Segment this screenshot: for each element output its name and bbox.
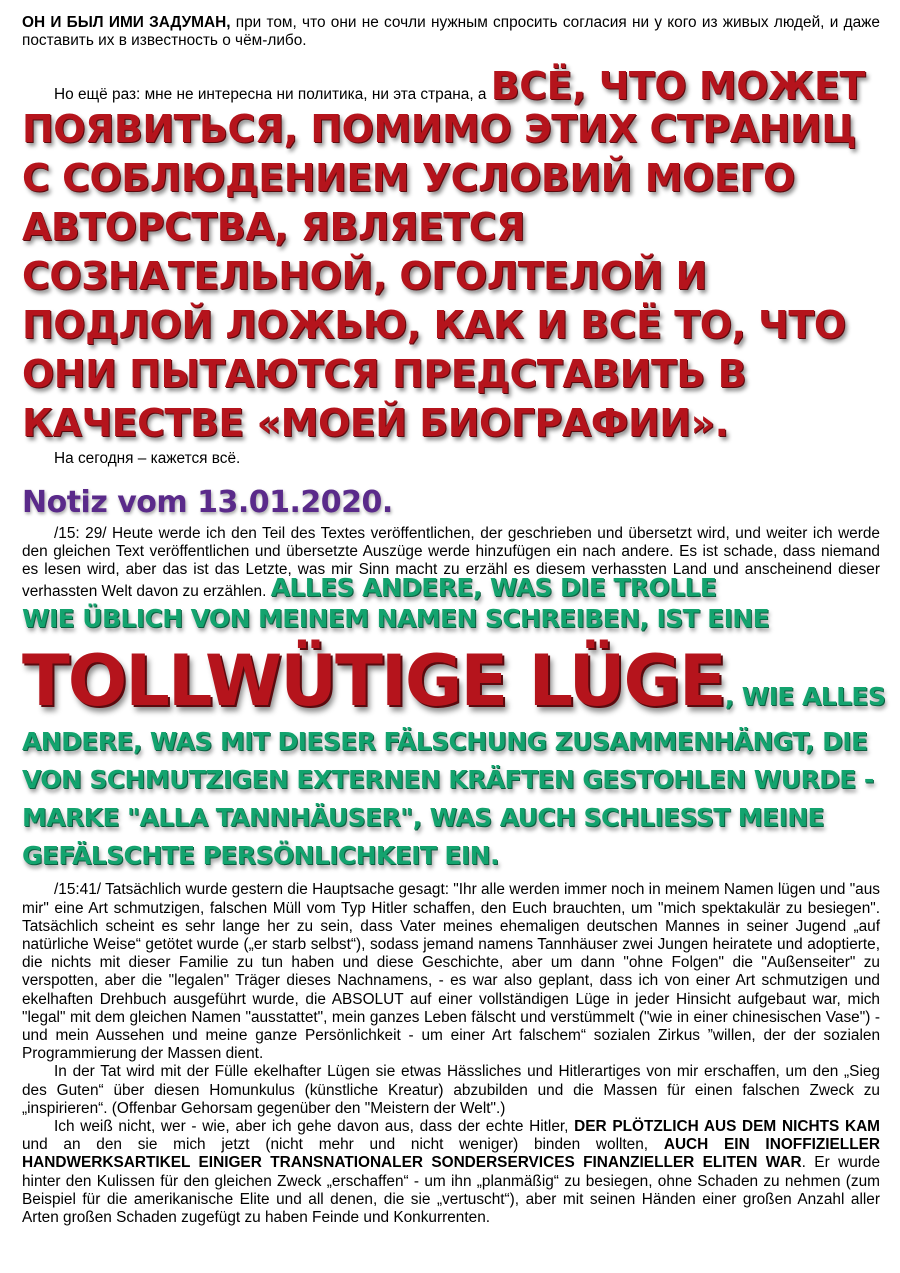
- de-paragraph-4-bold-2: AUCH EIN INOFFIZIELLER HANDWERKSARTIKEL EINIGER TRANSNATIONALER SONDERSERVICES FINANZIELLER ELITEN WAR: [22, 1136, 880, 1172]
- de-green-emphasis-2: WIE ÜBLICH VON MEINEM NAMEN SCHREIBEN, IST EINE: [22, 604, 770, 634]
- de-green-emphasis-1: ALLES ANDERE, WAS DIE TROLLE: [270, 573, 717, 603]
- de-paragraph-4-text-1: Ich weiß nicht, wer - wie, aber ich gehe davon aus, dass der echte Hitler,: [54, 1118, 575, 1136]
- ru-red-emphasis-start: ВСЁ, ЧТО МОЖЕТ: [490, 64, 865, 109]
- de-paragraph-2: /15:41/ Tatsächlich wurde gestern die Hauptsache gesagt: "Ihr alle werden immer noch in meinem Namen lügen und "aus mir" eine Art schmutzigen, falschen Müll vom Typ Hitler schaffen, den Euch brauchten, um "mich spektakulär zu besiegen". Tatsächlich scheint es sehr lange her zu sein, dass Vater meines ehemaligen deutschen Mannes in seiner Jugend „auf natürliche Weise“ getötet wurde („er starb selbst“), sodass jemand namens Tannhäuser zwei Jungen heiratete und adoptierte, die nichts mit dieser Familie zu tun haben und diese Geschichte, aber um dann "ohne Folgen" die "Außenseiter" zu verspotten, aber die "legalen" Träger dieses Nachnamens, - es war also geplant, dass ich von einer Art schmutzigen und ekelhaften Drehbuch ausgeführt wurde, die ABSOLUT auf einer vollständigen Lüge in jeder Hinsicht aufgebaut war, mich "legal" mit dem gleichen Namen "ausstattet", mein ganzes Leben fälscht und verstümmelt ("wie in einer chinesischen Vase") - und mein Aussehen und meine ganze Persönlichkeit - um einer Art falschem“ sozialen Zirkus ”willen, der der sozialen Programmierung der Massen dient.: [22, 881, 880, 1063]
- ru-bold-lead: ОН И БЫЛ ИМИ ЗАДУМАН,: [22, 14, 231, 31]
- ru-paragraph-1: [22, 14, 880, 50]
- ru-paragraph-3: На сегодня – кажется всё.: [54, 450, 241, 468]
- de-huge-emphasis: TOLLWÜTIGE LÜGE: [22, 640, 725, 723]
- note-heading: Notiz vom 13.01.2020.: [22, 484, 393, 520]
- de-paragraph-1-text: /15: 29/ Heute werde ich den Teil des Textes veröffentlichen, der geschrieben und übersetzt wird, und weiter ich werde den gleichen Text veröffentlichen und übersetzte Auszüge werde hinzufügen ein nach andere. Es ist schade, dass niemand es lesen wird, aber das ist das Letzte, was mir Sinn macht zu erzähl es diesem verhassten Land und anscheinend dieser verhassten Welt davon zu erzählen.: [22, 524, 880, 601]
- de-paragraph-4: [22, 1118, 880, 1227]
- de-green-emphasis-4: ANDERE, WAS MIT DIESER FÄLSCHUNG ZUSAMMENHÄNGT, DIE VON SCHMUTZIGEN EXTERNEN KRÄFTEN GESTOHLEN WURDE - MARKE "ALLA TANNHÄUSER", WAS AUCH SCHLIESST MEINE GEFÄLSCHTE PERSÖNLICHKEIT EIN.: [22, 727, 874, 871]
- de-paragraph-3: In der Tat wird mit der Fülle ekelhafter Lügen sie etwas Hässliches und Hitlerartiges von mir erschaffen, um den „Sieg des Guten“ über diesen Homunkulus (künstliche Kreatur) abzubilden und die Massen für einen falschen Zweck zu „inspirieren“. (Offenbar Gehorsam gegenüber den "Meistern der Welt".): [22, 1063, 880, 1117]
- de-huge-line: [22, 640, 886, 723]
- de-paragraph-4-text-2: und an den sie mich jetzt (nicht mehr und nicht weniger) binden wollten,: [22, 1136, 664, 1154]
- de-paragraph-4-bold-1: DER PLÖTZLICH AUS DEM NICHTS KAM: [574, 1118, 880, 1136]
- de-paragraph-1: [22, 525, 880, 602]
- ru-paragraph-2-text: Но ещё раз: мне не интересна ни политика, ни эта страна, а: [54, 86, 491, 104]
- ru-paragraph-2: [22, 62, 880, 111]
- ru-paragraph-1-text: при том, что они не сочли нужным спросить согласия ни у кого из живых людей, и даже поставить их в известность о чём-либо.: [22, 14, 880, 50]
- de-paragraph-4-text-3: . Er wurde hinter den Kulissen für den gleichen Zweck „erschaffen“ - um ihn „planmäßig“ zu besiegen, ohne Schaden zu nehmen (zum Beispiel für die amerikanische Elite und all denen, die sie „vertuscht“), aber mit seinen Händen einer großen Anzahl aller Arten großen Schaden zugefügt zu haben Feinde und Konkurrenten.: [22, 1154, 881, 1227]
- ru-red-emphasis-block: ПОЯВИТЬСЯ, ПОМИМО ЭТИХ СТРАНИЦ С СОБЛЮДЕНИЕМ УСЛОВИЙ МОЕГО АВТОРСТВА, ЯВЛЯЕТСЯ СОЗНАТЕЛЬНОЙ, ОГОЛТЕЛОЙ И ПОДЛОЙ ЛОЖЬЮ, КАК И ВСЁ ТО, ЧТО ОНИ ПЫТАЮТСЯ ПРЕДСТАВИТЬ В КАЧЕСТВЕ «МОЕЙ БИОГРАФИИ».: [22, 107, 856, 446]
- de-green-emphasis-3: , WIE ALLES: [724, 682, 886, 712]
